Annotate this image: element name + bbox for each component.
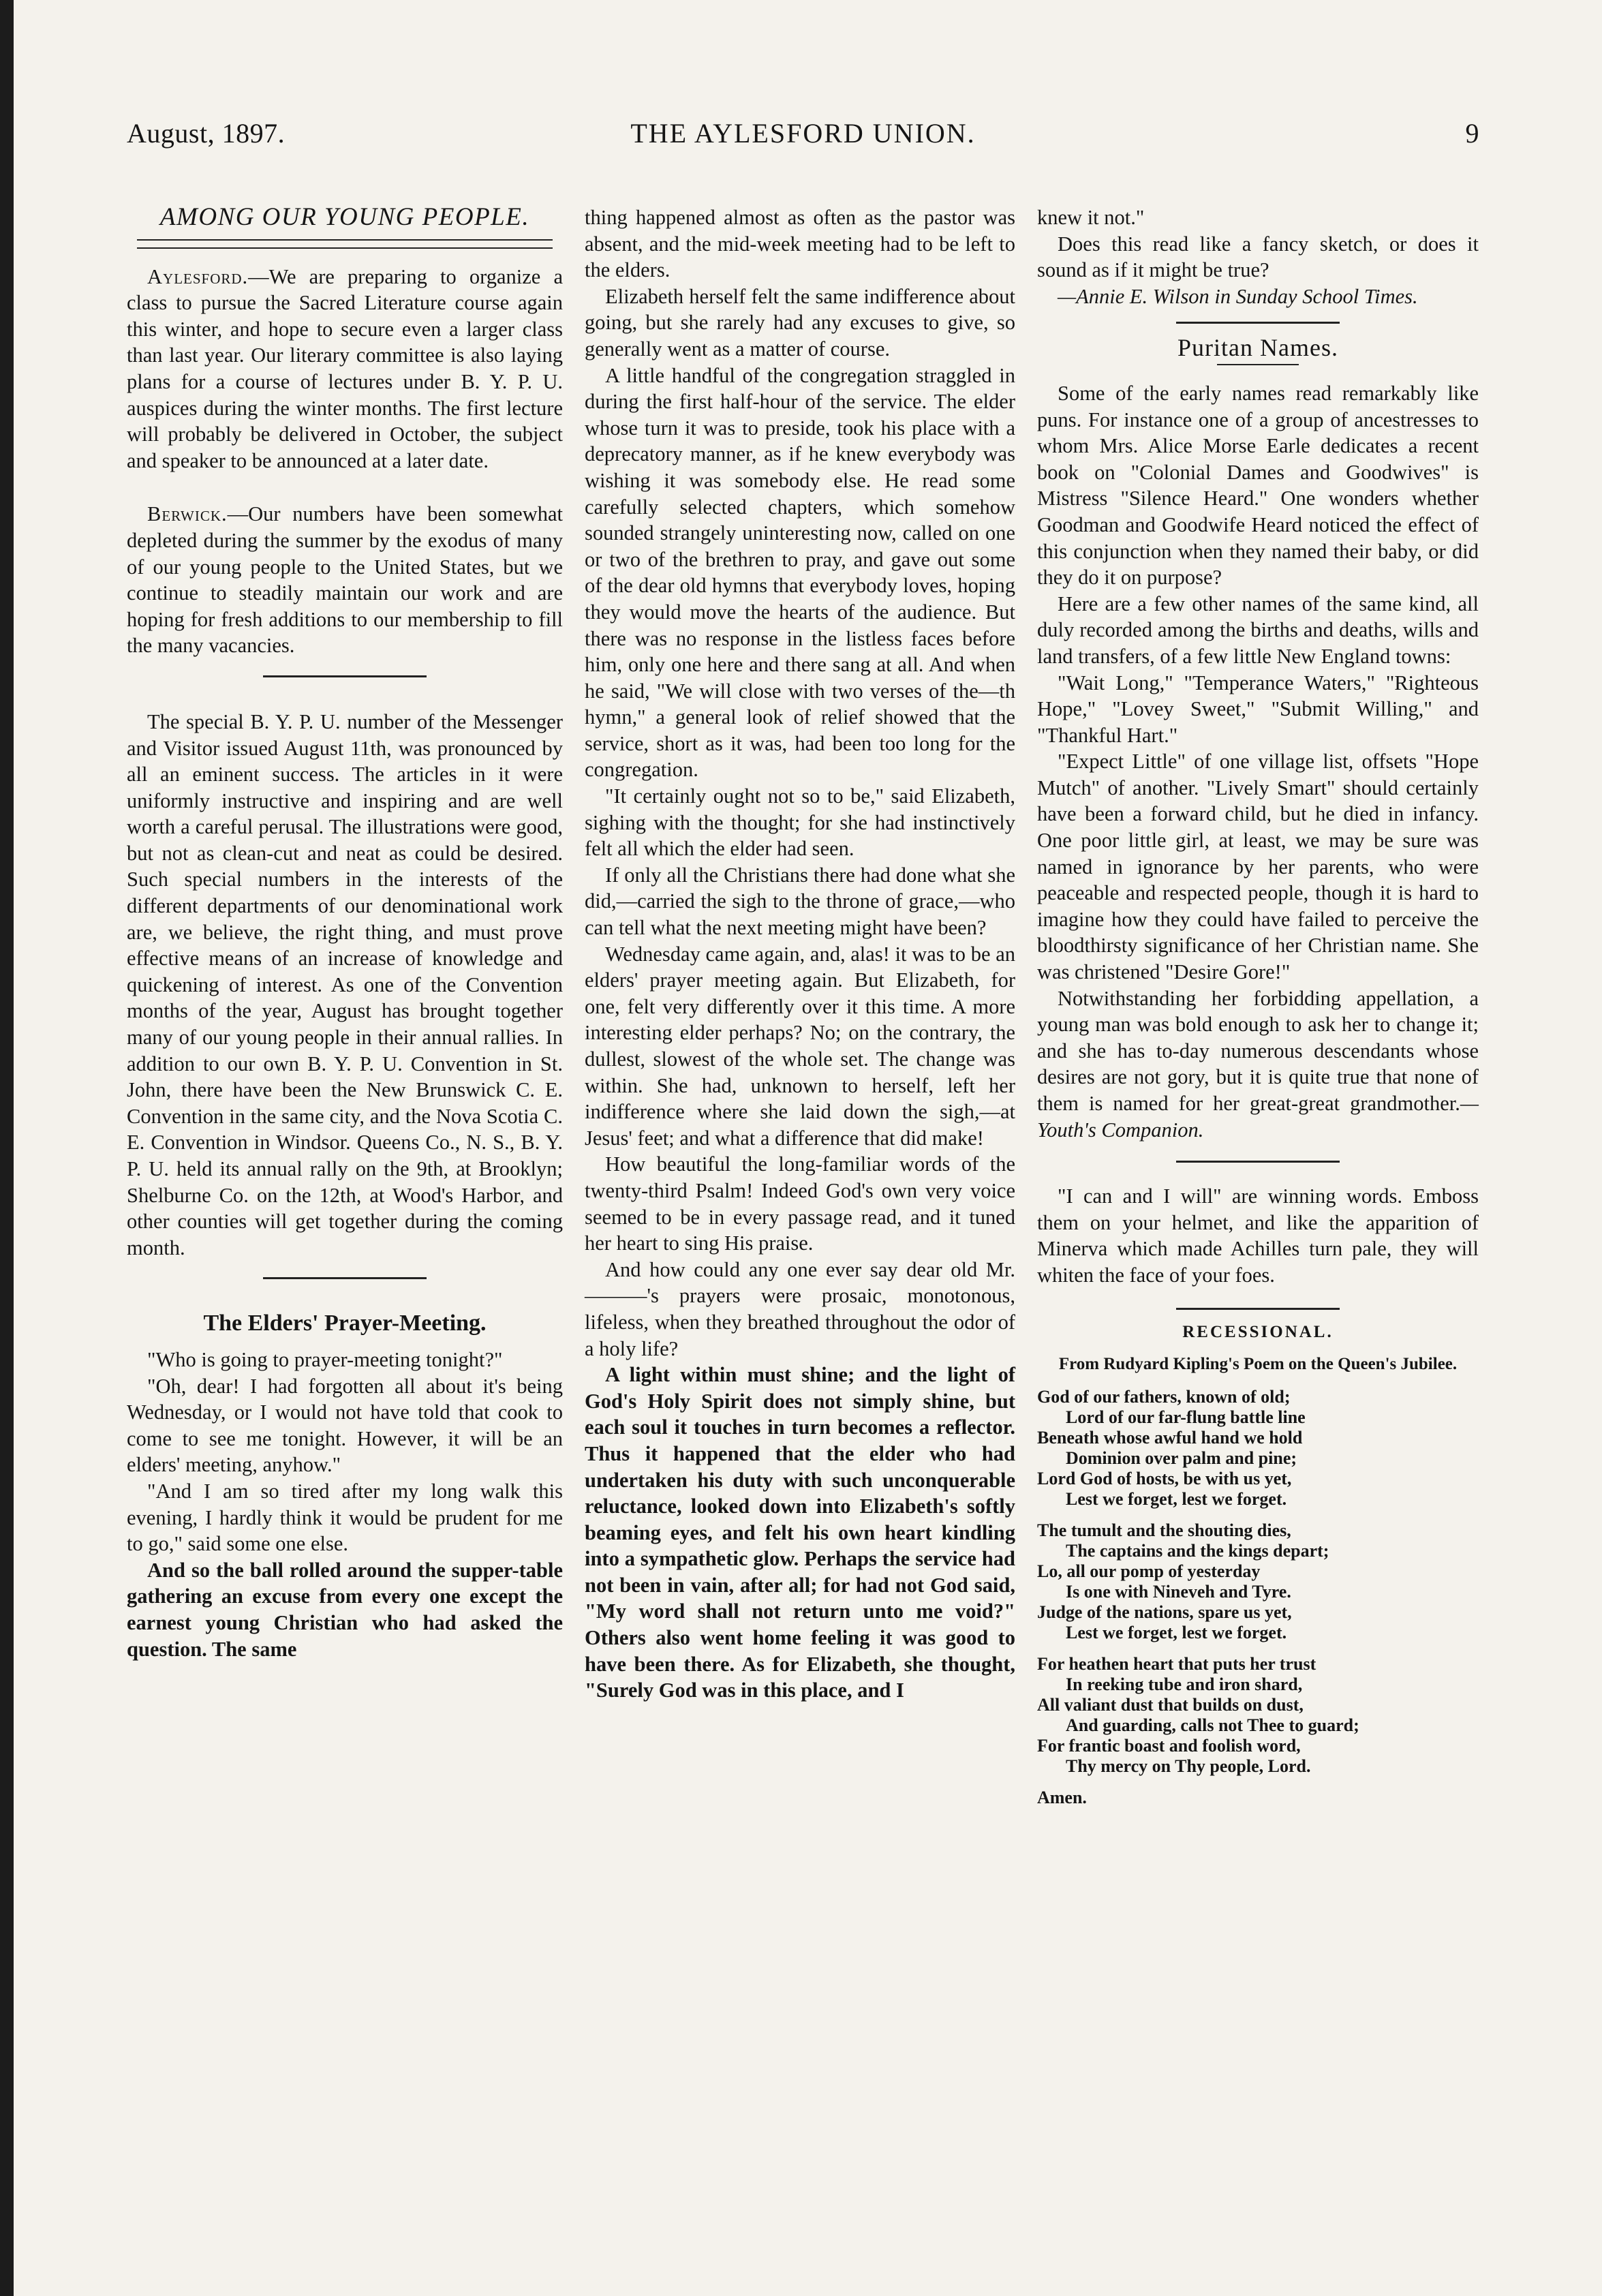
paragraph: "Who is going to prayer-meeting tonight?": [147, 1347, 503, 1371]
paragraph-text: —Our numbers have been somewhat depleted during the summer by the exodus of many of our young people to the United States, but we continue to steadily maintain our work and are hoping for fresh additions to our membership to fill the many vacancies.: [127, 502, 563, 658]
place-name: Aylesford.: [147, 264, 249, 288]
poem-line: All valiant dust that builds on dust,: [1037, 1695, 1304, 1715]
section-title: AMONG OUR YOUNG PEOPLE.: [159, 203, 530, 231]
poem-line: God of our fathers, known of old;: [1037, 1387, 1291, 1407]
poem-stanza: [1037, 1387, 1479, 1510]
paragraph: A little handful of the congregation straggled in during the first half-hour of the service. The elder whose turn it was to preside, took his place with a deprecatory manner, as if he knew everybody was wishing it was somebody else. He read some carefully selected chapters, which somehow sounded strangely uninteresting now, called on one or two of the brethren to pray, and gave out some of the dear old hymns that everybody loves, hoping they would move the hearts of the audience. But there was no response in the listless faces before him, only one here and there sang at all. And when he said, "We will close with two verses of the—th hymn," a general look of relief showed that the service, short as it was, had been too long for the congregation.: [585, 363, 1015, 782]
article-heading: Puritan Names.: [1177, 334, 1338, 362]
paragraph: "And I am so tired after my long walk this evening, I hardly think it would be prudent for me to go," said some one else.: [127, 1479, 563, 1556]
paragraph: knew it not.": [1037, 206, 1145, 229]
poem-line: Lord of our far-flung battle line: [1066, 1407, 1306, 1428]
paragraph: Elizabeth herself felt the same indifference about going, but she rarely had any excuses to give, so generally went as a matter of course.: [585, 284, 1015, 361]
paragraph: "Oh, dear! I had forgotten all about it's being Wednesday, or I would not have told that cook to come to see me tonight. However, it will be an elders' meeting, anyhow.": [127, 1374, 563, 1477]
page-number: 9: [1465, 118, 1479, 149]
paragraph-text: —We are preparing to organize a class to pursue the Sacred Literature course again this winter, and hope to secure even a larger class than last year. Our literary committee is also laying plans for a course of lectures under B. Y. P. U. auspices during the winter months. The first lecture will probably be delivered in October, the subject and speaker to be announced at a later date.: [127, 264, 563, 472]
paragraph-berwick: [127, 501, 563, 659]
poem-line: Thy mercy on Thy people, Lord.: [1066, 1756, 1311, 1777]
column-2: [585, 204, 1015, 1704]
section-divider: [1176, 322, 1340, 324]
poem-closing: Amen.: [1037, 1788, 1087, 1808]
paragraph: Here are a few other names of the same kind, all duly recorded among the births and deaths, wills and land transfers, of a few little New England towns:: [1037, 592, 1479, 668]
place-name: Berwick.: [147, 502, 228, 526]
poem-line: Dominion over palm and pine;: [1066, 1448, 1297, 1469]
attribution: —Annie E. Wilson in Sunday School Times.: [1058, 284, 1418, 308]
paragraph: Wednesday came again, and, alas! it was to be an elders' prayer meeting again. But Elizabeth, for one, felt very differently over it this time. A more interesting elder perhaps? No; on the contrary, the dullest, slowest of the whole set. The change was within. She had, unknown to herself, left her indifference where she laid down the sigh,—at Jesus' feet; and what a difference that did make!: [585, 942, 1015, 1150]
binding-edge: [0, 0, 14, 2296]
poem-subtitle: From Rudyard Kipling's Poem on the Queen's Jubilee.: [1058, 1355, 1458, 1374]
poem-line: And guarding, calls not Thee to guard;: [1066, 1715, 1359, 1736]
paragraph: "I can and I will" are winning words. Emboss them on your helmet, and like the apparition of Minerva which made Achilles turn pale, they will whiten the face of your foes.: [1037, 1184, 1479, 1287]
paragraph-messenger: The special B. Y. P. U. number of the Messenger and Visitor issued August 11th, was pronounced by all an eminent success. The articles in it were uniformly instructive and inspiring and are well worth a careful perusal. The illustrations were good, but not as clean-cut and neat as could be desired. Such special numbers in the interests of the different departments of our denominational work are, we believe, the right thing, and must prove effective means of an increase of knowledge and quickening of interest. As one of the Convention months of the year, August has brought together many of our young people in their annual rallies. In addition to our own B. Y. P. U. Convention in St. John, there have been the New Brunswick C. E. Convention in the same city, and the Nova Scotia C. E. Convention in Windsor. Queens Co., N. S., B. Y. P. U. held its annual rally on the 9th, at Brooklyn; Shelburne Co. on the 12th, at Wood's Harbor, and other counties will get together during the coming month.: [127, 709, 563, 1259]
poem-line: In reeking tube and iron shard,: [1066, 1674, 1303, 1695]
issue-date: August, 1897.: [127, 118, 286, 149]
heading-rule: [1217, 364, 1299, 365]
section-divider: [263, 1277, 427, 1279]
column-3: [1037, 204, 1479, 1808]
paragraph-text: Notwithstanding her forbidding appellation, a young man was bold enough to ask her to change it; and she has to-day numerous descendants whose desires are not gory, but it is quite true that none of them is named for her great-great grandmother.: [1037, 986, 1479, 1115]
poem-line: Lord God of hosts, be with us yet,: [1037, 1469, 1292, 1489]
paragraph: And how could any one ever say dear old Mr. ———'s prayers were prosaic, monotonous, lifeless, when they breathed throughout the odor of a holy life?: [585, 1257, 1015, 1360]
paragraph: Some of the early names read remarkably like puns. For instance one of a group of ancestresses to whom Mrs. Alice Morse Earle dedicates a recent book on "Colonial Dames and Goodwives" is Mistress "Silence Heard." One wonders whether Goodman and Goodwife Heard noticed the effect of this conjunction when they named their baby, or did they do it on purpose?: [1037, 381, 1479, 590]
poem-line: Judge of the nations, spare us yet,: [1037, 1602, 1292, 1623]
section-divider: [1176, 1308, 1340, 1310]
poem-line: The captains and the kings depart;: [1066, 1541, 1329, 1561]
paragraph: [1037, 985, 1479, 1144]
poem-line: Lest we forget, lest we forget.: [1066, 1489, 1287, 1510]
poem-line: The tumult and the shouting dies,: [1037, 1520, 1291, 1541]
paragraph: "It certainly ought not so to be," said Elizabeth, sighing with the thought; for she had instinctively felt all which the elder had seen.: [585, 784, 1015, 861]
newspaper-title: THE AYLESFORD UNION.: [630, 118, 976, 149]
double-rule: [137, 239, 553, 249]
poem-line: For frantic boast and foolish word,: [1037, 1736, 1301, 1756]
poem-stanza: [1037, 1520, 1479, 1643]
attribution: —Youth's Companion.: [1037, 1092, 1479, 1142]
paragraph: thing happened almost as often as the pastor was absent, and the mid-week meeting had to be left to the elders.: [585, 206, 1015, 282]
column-1: [127, 204, 563, 1662]
poem-line: Beneath whose awful hand we hold: [1037, 1428, 1303, 1448]
page-header: [127, 117, 1479, 165]
poem: [1037, 1387, 1479, 1777]
paragraph: A light within must shine; and the light of God's Holy Spirit does not simply shine, but each soul it touches in turn becomes a reflector. Thus it happened that the elder who had undertaken his duty with such unconquerable reluctance, looked down into Elizabeth's softly beaming eyes, and felt his own heart kindling into a sympathetic glow. Perhaps the service had not been in vain, after all; for had not God said, "My word shall not return unto me void?" Others also went home feeling it was good to have been there. As for Elizabeth, she thought, "Surely God was in this place, and I: [585, 1363, 1015, 1702]
poem-line: Is one with Nineveh and Tyre.: [1066, 1582, 1291, 1602]
paragraph: And so the ball rolled around the supper-table gathering an excuse from every one except the earnest young Christian who had asked the question. The same: [127, 1558, 563, 1661]
poem-line: For heathen heart that puts her trust: [1037, 1654, 1316, 1674]
paragraph: If only all the Christians there had done what she did,—carried the sigh to the throne of grace,—who can tell what the next meeting might have been?: [585, 863, 1015, 940]
poem-line: Lo, all our pomp of yesterday: [1037, 1561, 1261, 1582]
paragraph: "Wait Long," "Temperance Waters," "Righteous Hope," "Lovey Sweet," "Submit Willing," and "Thankful Hart.": [1037, 671, 1479, 747]
paragraph: "Expect Little" of one village list, offsets "Hope Mutch" of another. "Lively Smart" should certainly have been a forward child, but he died in infancy. One poor little girl, at least, we may be sure was named in ignorance by her parents, who were peaceable and respected people, though it is hard to imagine how they could have failed to perceive the bloodthirsty significance of her Christian name. She was christened "Desire Gore!": [1037, 750, 1479, 984]
poem-line: Lest we forget, lest we forget.: [1066, 1623, 1287, 1643]
article-heading: The Elders' Prayer-Meeting.: [203, 1311, 487, 1336]
section-divider: [263, 675, 427, 677]
poem-title: RECESSIONAL.: [1182, 1322, 1334, 1341]
poem-stanza: [1037, 1654, 1479, 1777]
paragraph: Does this read like a fancy sketch, or does it sound as if it might be true?: [1037, 232, 1479, 282]
paragraph: How beautiful the long-familiar words of the twenty-third Psalm! Indeed God's own very voice seemed to be in every passage read, and it tuned her heart to sing His praise.: [585, 1152, 1015, 1255]
paragraph-aylesford: [127, 264, 563, 474]
section-divider: [1176, 1161, 1340, 1163]
